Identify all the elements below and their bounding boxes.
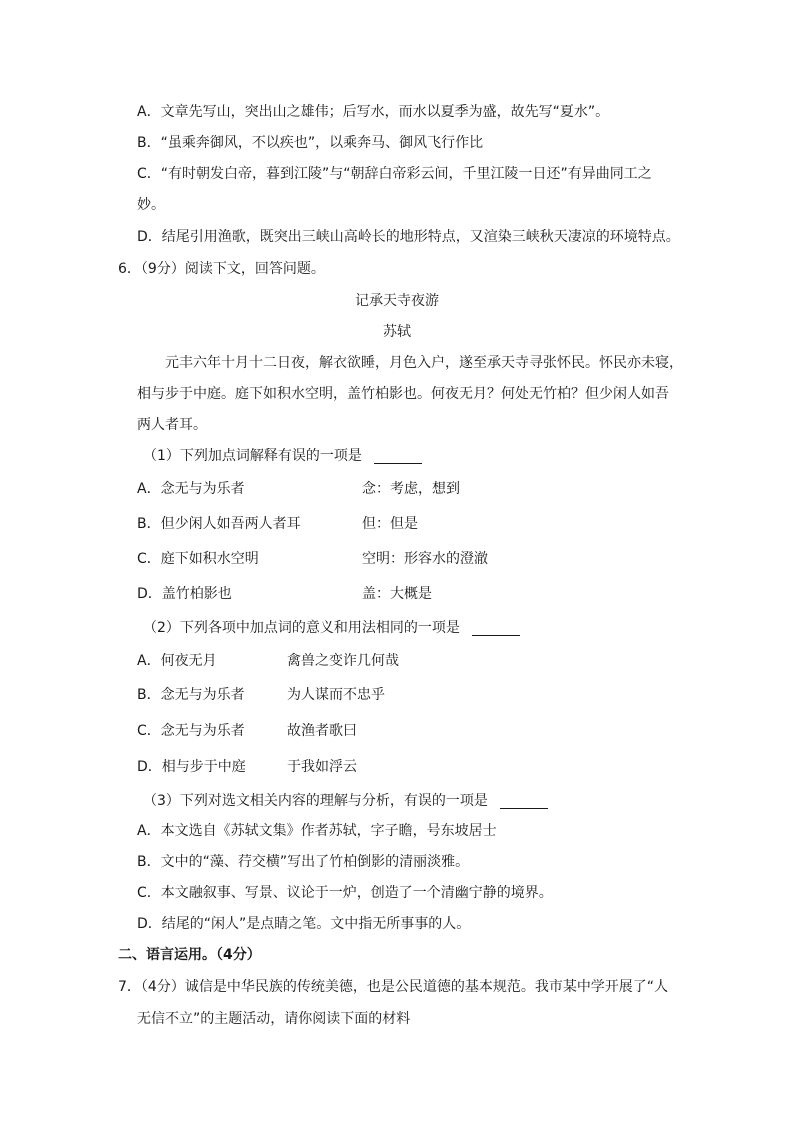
q5-option-a: A．文章先写山，突出山之雄伟；后写水，而水以夏季为盛，故先写“夏水”。 (137, 104, 610, 120)
sub2-option-c-left: C．念无与为乐者 (137, 723, 245, 739)
sub3-option-d: D．结尾的“闲人”是点睛之笔。文中指无所事事的人。 (137, 916, 471, 932)
sub3-prompt (143, 791, 548, 811)
sub1-option-c-right: 空明：形容水的澄澈 (362, 551, 488, 567)
sub1-option-a-right: 念：考虑，想到 (362, 481, 460, 497)
sub1-option-a-left: A．念无与为乐者 (137, 481, 245, 497)
sub3-option-a: A．本文选自《苏轼文集》作者苏轼，字子瞻，号东坡居士 (137, 823, 497, 839)
sub1-answer-blank (374, 449, 422, 464)
q6-header: 6．（9分）阅读下文，回答问题。 (118, 261, 325, 277)
sub3-prompt-text: （3）下列对选文相关内容的理解与分析，有误的一项是 (143, 793, 488, 809)
sub1-option-b-right: 但：但是 (362, 516, 418, 532)
q5-option-d: D．结尾引用渔歌，既突出三峡山高岭长的地形特点，又渲染三峡秋天凄凉的环境特点。 (137, 229, 680, 245)
q5-option-c-line2: 妙。 (137, 197, 165, 213)
sub2-prompt (143, 618, 520, 638)
sub1-prompt-text: （1）下列加点词解释有误的一项是 (143, 448, 362, 464)
sub1-option-b-left: B．但少闲人如吾两人者耳 (137, 516, 301, 532)
sub2-option-b-left: B．念无与为乐者 (137, 687, 245, 703)
passage-line-1: 元丰六年十月十二日夜，解衣欲睡，月色入户，遂至承天寺寻张怀民。怀民亦未寝， (165, 355, 683, 371)
passage-title: 记承天寺夜游 (355, 293, 439, 309)
sub2-option-a-right: 禽兽之变诈几何哉 (287, 653, 399, 669)
q5-option-c-line1: C．“有时朝发白帝，暮到江陵”与“朝辞白帝彩云间，千里江陵一日还”有异曲同工之 (137, 166, 652, 182)
sub1-option-d-left: D．盖竹柏影也 (137, 586, 232, 602)
q7-line-2: 无信不立”的主题活动，请你阅读下面的材料 (137, 1011, 411, 1027)
sub2-answer-blank (472, 621, 520, 636)
q7-line-1: 7．（4分）诚信是中华民族的传统美德，也是公民道德的基本规范。我市某中学开展了“人 (118, 979, 669, 995)
sub2-option-c-right: 故渔者歌曰 (287, 723, 357, 739)
sub3-option-b: B．文中的“藻、荇交横”写出了竹柏倒影的清丽淡雅。 (137, 854, 470, 870)
passage-line-3: 两人者耳。 (137, 417, 207, 433)
section2-heading: 二、语言运用。（4分） (118, 947, 261, 963)
sub3-answer-blank (500, 794, 548, 809)
sub2-option-b-right: 为人谋而不忠乎 (287, 687, 385, 703)
sub1-option-d-right: 盖：大概是 (362, 586, 432, 602)
sub1-prompt (143, 446, 422, 466)
sub2-prompt-text: （2）下列各项中加点词的意义和用法相同的一项是 (143, 620, 460, 636)
sub1-option-c-left: C．庭下如积水空明 (137, 551, 259, 567)
sub3-option-c: C．本文融叙事、写景、议论于一炉，创造了一个清幽宁静的境界。 (137, 885, 553, 901)
passage-author: 苏轼 (383, 324, 411, 340)
q5-option-b: B．“虽乘奔御风，不以疾也”，以乘奔马、御风飞行作比 (137, 135, 484, 151)
sub2-option-d-left: D．相与步于中庭 (137, 759, 246, 775)
passage-line-2: 相与步于中庭。庭下如积水空明，盖竹柏影也。何夜无月？何处无竹柏？但少闲人如吾 (137, 386, 669, 402)
sub2-option-a-left: A．何夜无月 (137, 653, 217, 669)
sub2-option-d-right: 于我如浮云 (287, 759, 357, 775)
